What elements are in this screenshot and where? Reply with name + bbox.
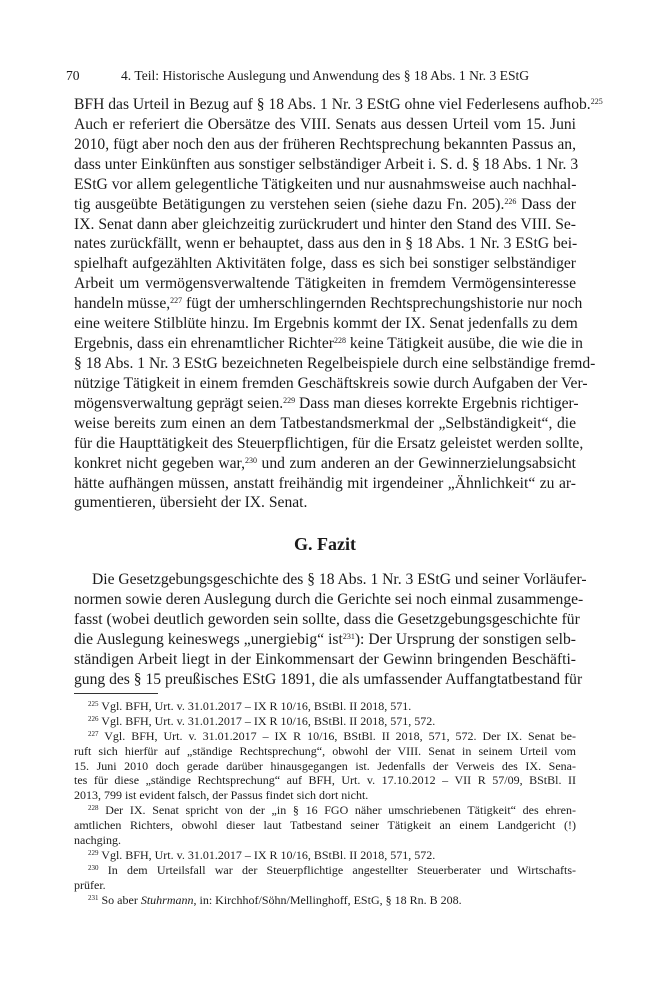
text-line <box>74 434 584 454</box>
footnote-ref[interactable]: 229 <box>283 395 296 405</box>
line-text: dass unter Einkünften aus sonstiger selbständiger Arbeit i. S. d. § 18 Abs. 1 Nr. 3 <box>74 155 579 173</box>
footnote-number: 225 <box>88 700 99 708</box>
line-text: IX. Senat dann aber gleichzeitig zurückrudert und hinter den Stand des VIII. Se- <box>74 215 576 233</box>
text-line <box>74 135 576 155</box>
page-number: 70 <box>66 68 80 83</box>
text-line <box>74 95 603 115</box>
text-line <box>74 454 576 474</box>
line-text: ständigen Arbeit liegt in der Einkommensart der Gewinn bringenden Beschäfti- <box>74 650 576 668</box>
line-text: Arbeit um vermögensverwaltende Tätigkeiten in fremdem Vermögensinteresse <box>74 275 576 293</box>
line-text: konkret nicht gegeben war, <box>74 454 245 472</box>
main-text <box>74 95 603 513</box>
footnote-line <box>74 818 576 833</box>
footnotes <box>74 699 576 907</box>
running-header <box>66 66 596 86</box>
footnote-text: Vgl. BFH, Urt. v. 31.01.2017 – IX R 10/16, BStBl. II 2018, 571. <box>101 699 412 713</box>
line-text: und zum anderen an der Gewinnerzielungsabsicht <box>257 454 576 472</box>
text-line <box>74 314 576 334</box>
footnote-number: 230 <box>88 863 99 872</box>
line-text: Dass man dieses korrekte Ergebnis richtiger- <box>295 394 579 412</box>
line-text: Ergebnis, dass ein ehrenamtlicher Richter <box>74 335 334 353</box>
running-title: 4. Teil: Historische Auslegung und Anwendung des § 18 Abs. 1 Nr. 3 EStG <box>121 68 530 83</box>
section-heading: G. Fazit <box>294 534 356 554</box>
footnote-item <box>74 893 576 908</box>
footnote-text: , in: Kirchhof/Söhn/Mellinghoff, EStG, § 18 Rn. B 208. <box>193 892 462 907</box>
line-text: Auch er referiert die Obersätze des VIII. Senats aus dessen Urteil vom 15. Juni <box>74 115 576 133</box>
footnote-item <box>74 863 576 878</box>
fazit-text <box>74 570 587 690</box>
footnote-item <box>74 699 576 714</box>
line-text: nates zurückfällt, wenn er behauptet, dass aus den in § 18 Abs. 1 Nr. 3 EStG bei- <box>74 235 578 253</box>
footnote-ref[interactable]: 230 <box>245 455 257 465</box>
text-line <box>74 474 576 494</box>
line-text: BFH das Urteil in Bezug auf § 18 Abs. 1 Nr. 3 EStG ohne viel Federlesens aufhob. <box>74 96 591 113</box>
author-name: Stuhrmann <box>140 892 194 907</box>
line-text: spielhaft aufgezählten Aktivitäten folge, dass es sich bei sonstiger selbständiger <box>74 255 576 273</box>
text-line <box>74 610 580 630</box>
text-line <box>74 650 576 670</box>
text-line <box>74 115 576 135</box>
text-line <box>74 570 587 590</box>
line-text: ): Der Ursprung der sonstigen selb- <box>354 630 576 648</box>
line-text: fügt der umherschlingernden Rechtsprechungshistorie nur noch <box>182 295 583 313</box>
footnote-text: 15. Juni 2010 doch gerade darüber hinausgegangen ist. Jedenfalls der Verweis des IX. Sena- <box>74 758 576 773</box>
footnote-item <box>74 848 576 863</box>
text-line <box>74 254 576 274</box>
footnote-number: 229 <box>88 848 99 857</box>
footnote-line <box>74 759 576 774</box>
text-line <box>74 670 583 690</box>
line-text: handeln müsse, <box>74 295 171 313</box>
footnote-ref[interactable]: 228 <box>333 336 346 346</box>
line-text: 2010, fügt aber noch den aus der früheren Rechtsprechung bekannten Passus an, <box>74 135 576 153</box>
text-line <box>74 374 588 394</box>
text-line <box>74 294 583 314</box>
footnote-text: Der IX. Senat spricht von der „in § 16 FGO näher umschriebenen Tätigkeit“ des ehren- <box>105 803 576 818</box>
footnote-ref[interactable]: 226 <box>504 196 517 206</box>
footnote-item <box>74 803 576 818</box>
line-text: weise bereits zum einen an dem Tatbestandsmerkmal der „Selbständigkeit“, die <box>74 414 576 432</box>
text-line <box>74 215 576 235</box>
line-text: fasst (wobei deutlich geworden sein sollte, dass die Gesetzgebungsgeschichte für <box>74 610 580 628</box>
footnote-line <box>74 773 576 788</box>
footnote-ref[interactable]: 231 <box>342 631 355 641</box>
line-text: Die Gesetzgebungsgeschichte des § 18 Abs. 1 Nr. 3 EStG und seiner Vorläufer- <box>92 571 587 588</box>
text-line <box>74 493 576 513</box>
line-text: die Auslegung keineswegs „unergiebig“ ist <box>74 630 343 648</box>
footnote-line <box>74 788 576 803</box>
text-line <box>74 590 584 610</box>
text-line <box>74 414 576 434</box>
footnote-text: So aber <box>101 892 141 907</box>
footnote-number: 226 <box>88 714 99 723</box>
footnote-text: Vgl. BFH, Urt. v. 31.01.2017 – IX R 10/16, BStBl. II 2018, 571, 572. <box>101 713 436 728</box>
line-text: eine weitere Stilblüte hinzu. Im Ergebnis kommt der IX. Senat jedenfalls zu dem <box>74 315 578 333</box>
footnote-ref[interactable]: 227 <box>170 296 183 306</box>
line-text: für die Haupttätigkeit des Steuerpflichtigen, für die Ersatz geleistet werden sollte, <box>74 434 584 452</box>
line-text: mögensverwaltung geprägt seien. <box>74 394 284 412</box>
line-text: keine Tätigkeit ausübe, die wie die in <box>345 335 583 353</box>
footnote-text: tes für diese „ständige Rechtsprechung“ auf BFH, Urt. v. 17.10.2012 – VII R 57/09, BStBl. II <box>74 773 576 788</box>
text-line <box>74 354 596 374</box>
text-line <box>74 630 576 650</box>
line-text: § 18 Abs. 1 Nr. 3 EStG bezeichneten Regelbeispiele durch eine selbständige fremd- <box>74 354 596 372</box>
footnote-text: nachging. <box>74 833 121 848</box>
line-text: gumentieren, übersieht der IX. Senat. <box>74 494 308 512</box>
footnote-text: amtlichen Richters, obwohl dieser laut Tatbestand seiner Tätigkeit an einem Landgericht (!) <box>74 818 576 833</box>
line-text: normen sowie deren Auslegung durch die Gerichte sei noch einmal zusammenge- <box>74 590 584 608</box>
text-line <box>74 274 576 294</box>
line-text: tig ausgeübte Betätigungen zu verstehen seien (siehe dazu Fn. 205). <box>74 195 505 213</box>
text-line <box>74 175 576 195</box>
footnote-line <box>74 878 576 893</box>
text-line <box>74 155 579 175</box>
footnote-number: 228 <box>88 804 99 813</box>
footnote-text: 2013, 799 ist evident falsch, der Passus findet sich dort nicht. <box>74 788 369 803</box>
footnote-line <box>74 744 576 759</box>
footnote-text: ruft sich hierfür auf „ständige Rechtsprechung“, obwohl der VIII. Senat in seinem Urteil vom <box>74 743 576 758</box>
footnote-item <box>74 714 576 729</box>
line-text: hätte aufhängen müssen, anstatt freihändig mit irgendeiner „Ähnlichkeit“ zu ar- <box>74 474 576 492</box>
line-text: EStG vor allem gelegentliche Tätigkeiten und nur ausnahmsweise auch nachhal- <box>74 175 577 193</box>
line-text: gung des § 15 preußisches EStG 1891, die als umfassender Auffangtatbestand für <box>74 670 583 688</box>
text-line <box>74 334 583 354</box>
line-text: nützige Tätigkeit in einem fremden Geschäftskreis sowie durch Aufgaben der Ver- <box>74 374 588 392</box>
footnote-item <box>74 729 576 744</box>
footnote-number: 231 <box>88 893 99 902</box>
footnote-text: Vgl. BFH, Urt. v. 31.01.2017 – IX R 10/16, BStBl. II 2018, 571, 572. <box>101 847 436 862</box>
footnote-line <box>74 833 576 848</box>
footnote-separator <box>74 693 158 694</box>
footnote-text: In dem Urteilsfall war der Steuerpflichtige angestellter Steuerberater und Wirtschafts- <box>107 862 577 877</box>
line-text: Dass der <box>516 195 577 213</box>
text-line <box>74 234 576 254</box>
footnote-text: prüfer. <box>74 877 106 892</box>
text-line <box>74 394 579 414</box>
footnote-number: 227 <box>88 729 99 738</box>
text-line <box>74 195 576 215</box>
footnote-ref[interactable]: 225 <box>590 97 603 106</box>
footnote-text: Vgl. BFH, Urt. v. 31.01.2017 – IX R 10/16, BStBl. II 2018, 571, 572. Der IX. Senat be- <box>104 728 576 743</box>
